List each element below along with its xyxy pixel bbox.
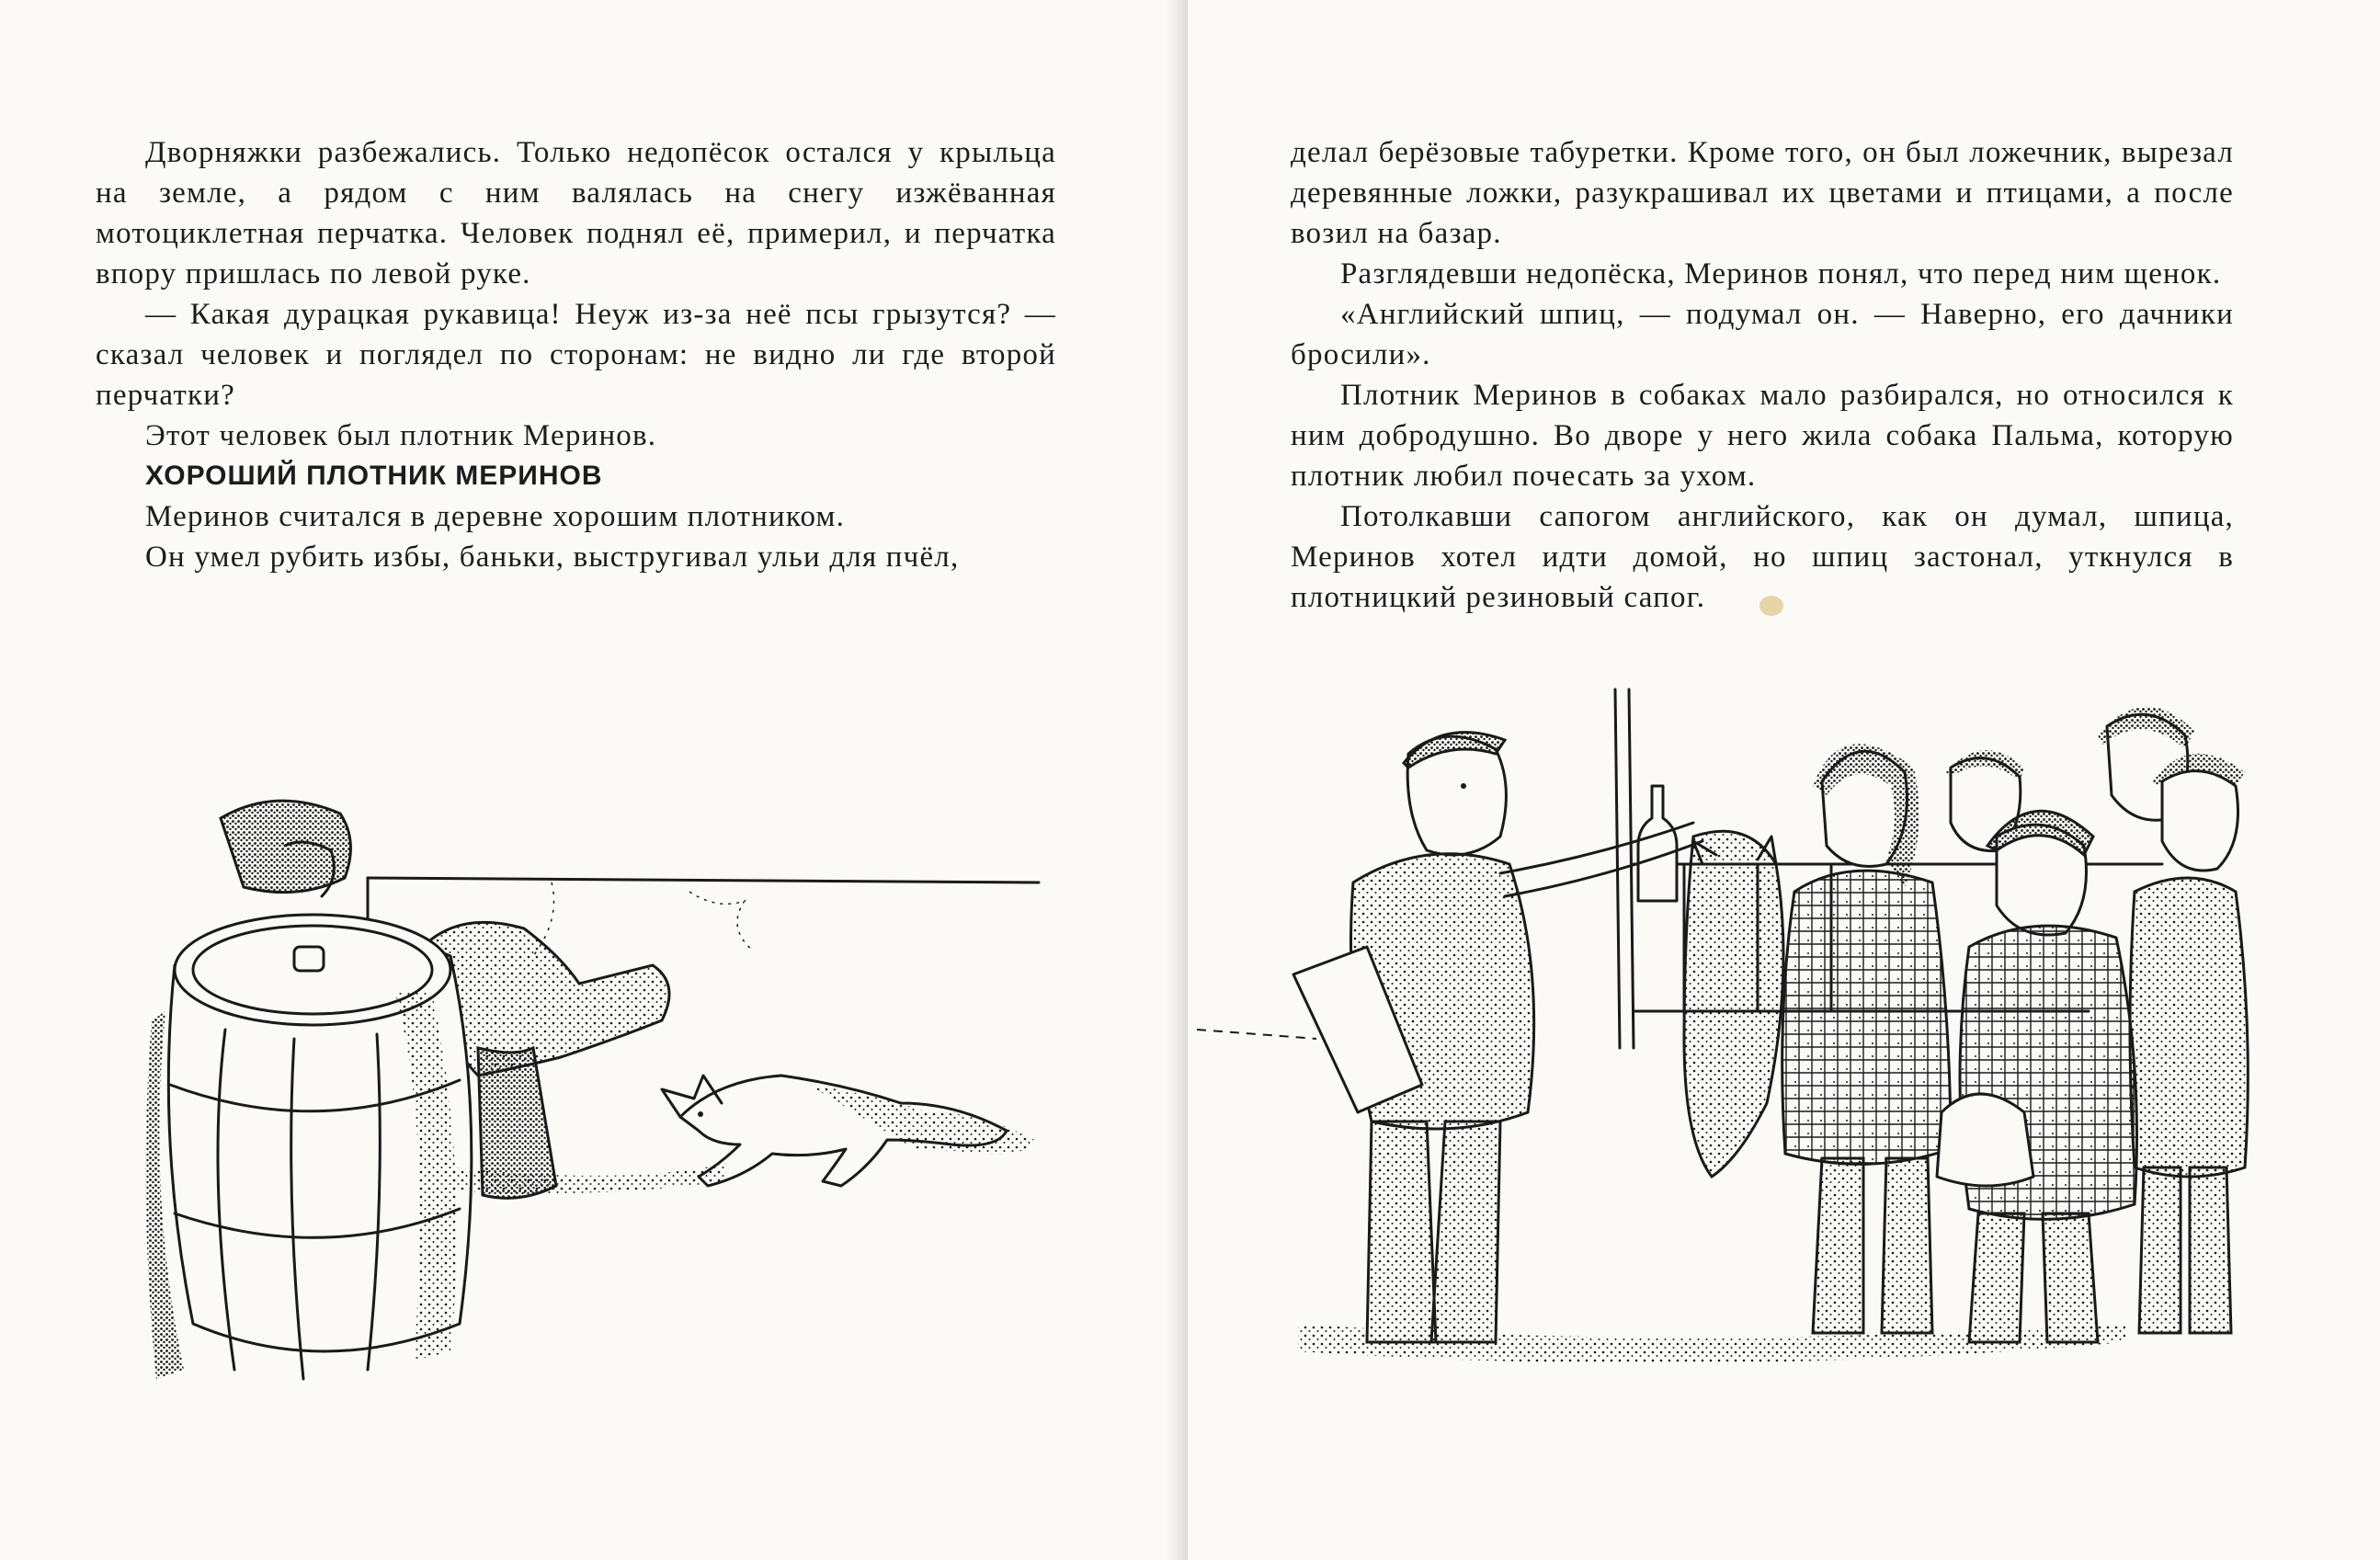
paragraph: Меринов считался в деревне хорошим плотником. <box>145 500 846 533</box>
right-page <box>1188 0 2380 1560</box>
paragraph: Разглядевши недопёска, Меринов понял, что перед ним щенок. <box>1340 257 2222 290</box>
paragraph: Этот человек был плотник Меринов. <box>145 419 657 452</box>
paragraph: делал берёзовые табуретки. Кроме того, он был ложечник, вырезал деревянные ложки, разукрашивал их цветами и птицами, а после возил на базар. <box>1291 136 2234 250</box>
villagers-group-illustration-icon <box>1188 680 2254 1388</box>
chapter-heading: ХОРОШИЙ ПЛОТНИК МЕРИНОВ <box>145 461 603 491</box>
left-page <box>0 0 1188 1560</box>
paragraph: — Какая дурацкая рукавица! Неуж из-за неё псы грызутся? — сказал человек и поглядел по сторонам: не видно ли где второй перчатки? <box>96 298 1056 412</box>
paper-stain <box>1759 596 1783 616</box>
paragraph: Он умел рубить избы, баньки, выстругивал ульи для пчёл, <box>145 541 960 574</box>
barrel-and-fox-illustration-icon <box>138 781 1057 1388</box>
paragraph: Плотник Меринов в собаках мало разбирался, но относился к ним добродушно. Во дворе у него жила собака Пальма, которую плотник любил почесать за ухом. <box>1291 379 2234 493</box>
right-text <box>1291 132 2234 618</box>
paragraph: Потолкавши сапогом английского, как он думал, шпица, Меринов хотел идти домой, но шпиц застонал, уткнулся в плотницкий резиновый сапог. <box>1291 500 2234 614</box>
left-text <box>96 132 1056 577</box>
paragraph: Дворняжки разбежались. Только недопёсок остался у крыльца на земле, а рядом с ним валялась на снегу изжёванная мотоциклетная перчатка. Человек поднял её, примерил, и перчатка впору пришлась по левой руке. <box>96 136 1056 290</box>
paragraph: «Английский шпиц, — подумал он. — Наверно, его дачники бросили». <box>1291 298 2234 371</box>
